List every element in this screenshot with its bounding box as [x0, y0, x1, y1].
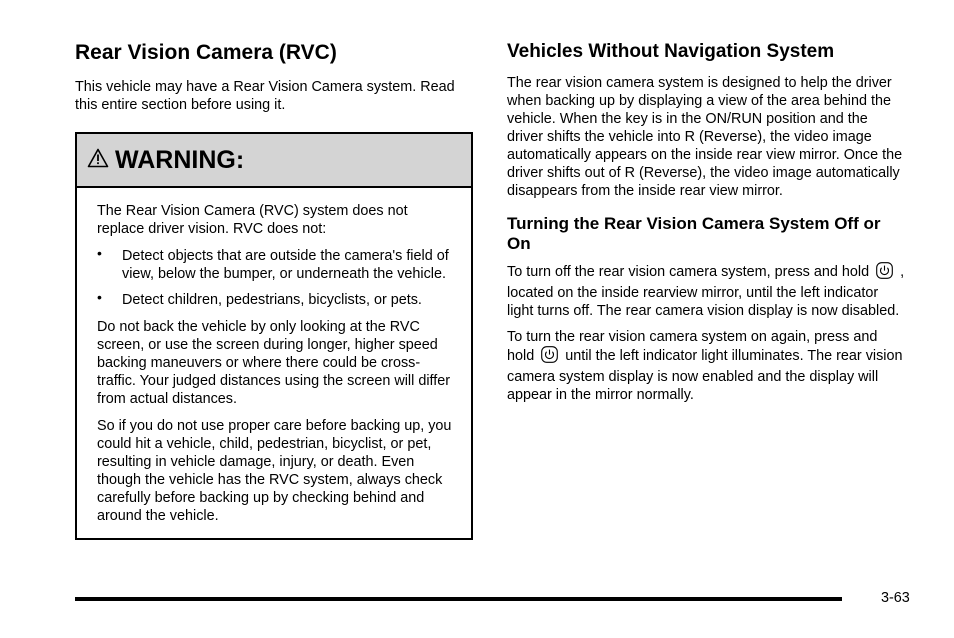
power-button-icon [541, 346, 558, 368]
turn-on-text-start: To turn the rear vision camera system on again, press and hold [507, 329, 878, 364]
warning-box [75, 132, 473, 540]
warning-title: WARNING: [115, 145, 245, 174]
bullet-text: Detect objects that are outside the camera's field of view, below the bumper, or underneath the vehicle. [122, 248, 449, 282]
turn-off-text-end: , located on the inside rearview mirror, until the left indicator light turns off. The rear camera vision display is now disabled. [507, 264, 905, 319]
turn-off-paragraph [507, 262, 907, 320]
bullet-symbol: • [97, 289, 102, 305]
warning-body [77, 188, 471, 538]
warning-bullet-list [97, 247, 455, 309]
intro-paragraph: This vehicle may have a Rear Vision Camera system. Read this entire section before using it. [75, 79, 455, 113]
body-paragraph: The rear vision camera system is designed to help the driver when backing up by displaying a view of the area behind the vehicle. When the key is in the ON/RUN position and the driver shifts the vehicle into R (Reverse), the video image automatically appears on the inside rear view mirror. Once the driver shifts out of R (Reverse), the video image automatically disappears from the inside rear view mirror. [507, 75, 903, 199]
warning-paragraph: The Rear Vision Camera (RVC) system does not replace driver vision. RVC does not: [97, 203, 408, 237]
list-item [97, 291, 455, 309]
right-column [507, 40, 907, 412]
subsection-subtitle: Turning the Rear Vision Camera System Off or On [507, 214, 881, 253]
footer-rule [75, 597, 842, 601]
warning-triangle-icon [87, 148, 109, 173]
warning-paragraph: Do not back the vehicle by only looking at the RVC screen, or use the screen during longer, higher speed backing maneuvers or where there could be cross-traffic. Your judged distances using the screen will differ from actual distances. [97, 319, 451, 407]
list-item [97, 247, 455, 283]
left-column [75, 40, 477, 540]
bullet-text: Detect children, pedestrians, bicyclists, or pets. [122, 292, 422, 308]
subsection-title: Vehicles Without Navigation System [507, 41, 835, 62]
section-title: Rear Vision Camera (RVC) [75, 41, 337, 64]
turn-off-text-start: To turn off the rear vision camera system, press and hold [507, 264, 870, 280]
page-number: 3-63 [881, 590, 910, 606]
turn-on-text-end: until the left indicator light illuminates. The rear vision camera system display is now enabled and the display will appear in the mirror normally. [507, 348, 903, 403]
power-button-icon [876, 262, 893, 284]
bullet-symbol: • [97, 245, 102, 261]
turn-on-paragraph [507, 328, 907, 404]
warning-header [77, 134, 471, 188]
warning-paragraph: So if you do not use proper care before backing up, you could hit a vehicle, child, pedestrian, bicyclist, or pet, resulting in vehicle damage, injury, or death. Even though the vehicle has the RVC system, always check carefully before backing up by checking behind and around the vehicle. [97, 418, 452, 524]
